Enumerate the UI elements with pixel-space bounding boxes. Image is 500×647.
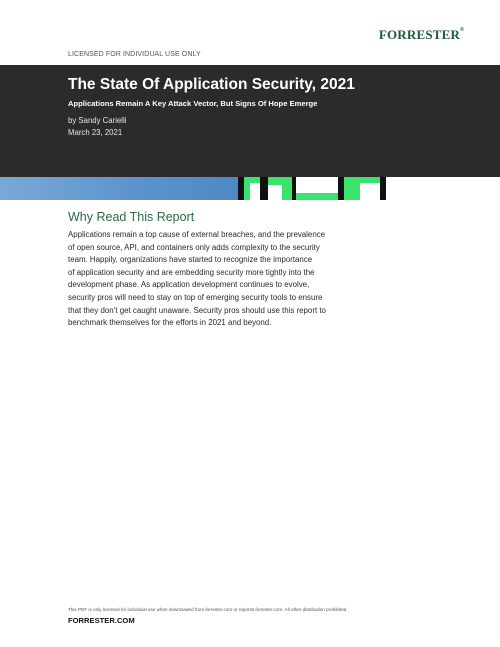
report-subtitle: Applications Remain A Key Attack Vector, But Signs Of Hope Emerge xyxy=(68,99,318,108)
decorative-maze-art xyxy=(238,177,500,200)
report-author: by Sandy Carielli xyxy=(68,116,127,125)
logo-registered-mark: ® xyxy=(460,27,464,33)
footer-site-link[interactable]: FORRESTER.COM xyxy=(68,616,135,625)
section-body xyxy=(68,229,368,330)
body-line: that they don’t get caught unaware. Security pros should use this report to xyxy=(68,305,326,315)
body-line: development phase. As application development continues to evolve, xyxy=(68,280,310,290)
section-heading: Why Read This Report xyxy=(68,210,195,224)
license-notice: LICENSED FOR INDIVIDUAL USE ONLY xyxy=(68,51,201,58)
body-line: Applications remain a top cause of external breaches, and the prevalence xyxy=(68,230,326,239)
decorative-blue-gradient xyxy=(0,177,238,200)
body-line: security pros will need to stay on top of emerging security tools to ensure xyxy=(68,292,323,302)
body-line: of application security and are embedding security more tightly into the xyxy=(68,267,315,277)
forrester-logo xyxy=(379,27,464,43)
body-line: of open source, API, and containers only adds complexity to the security xyxy=(68,242,320,252)
footer-license-note: This PDF is only licensed for individual use when downloaded from forrester.com or reprints.forrester.com. All other distribution prohibited. xyxy=(68,607,348,612)
logo-text: FORRESTER xyxy=(378,27,461,42)
body-line: team. Happily, organizations have started to recognize the importance xyxy=(68,255,313,265)
report-date: March 23, 2021 xyxy=(68,128,123,137)
report-title: The State Of Application Security, 2021 xyxy=(68,76,355,93)
body-line: benchmark themselves for the efforts in 2021 and beyond. xyxy=(68,318,272,328)
